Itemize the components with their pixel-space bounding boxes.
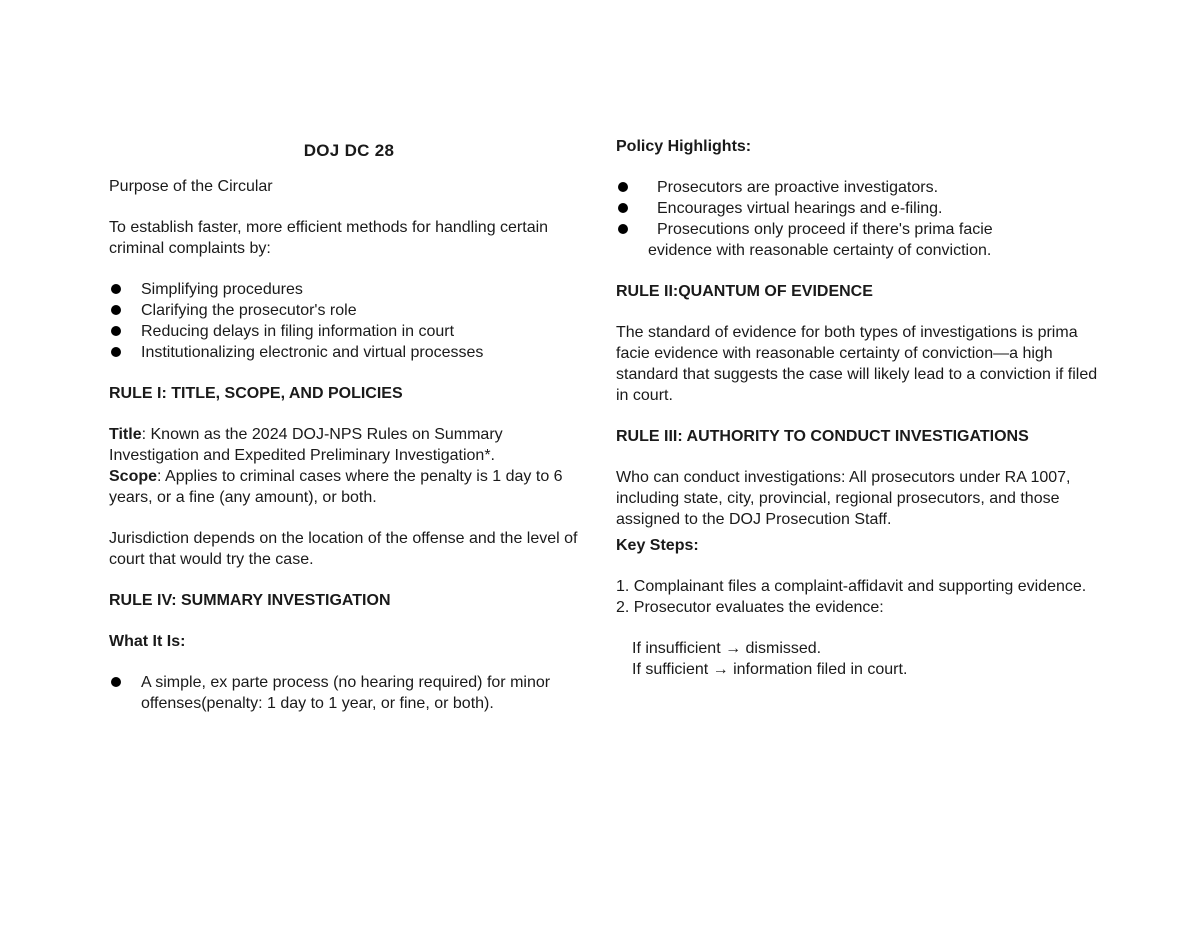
step-1: 1. Complainant files a complaint-affidavit and supporting evidence. xyxy=(616,578,1087,595)
list-item: Simplifying procedures xyxy=(109,279,589,300)
what-it-is-heading: What It Is: xyxy=(109,633,186,650)
title-text: : Known as the 2024 DOJ-NPS Rules on Summary Investigation and Expedited Preliminary Investigation*. xyxy=(109,426,503,464)
rule-4-heading: RULE IV: SUMMARY INVESTIGATION xyxy=(109,592,391,609)
jurisdiction-paragraph: Jurisdiction depends on the location of the offense and the level of court that would try the case. xyxy=(109,530,578,568)
list-item: A simple, ex parte process (no hearing required) for minor offenses(penalty: 1 day to 1 year, or fine, or both). xyxy=(109,672,589,714)
what-it-is-list xyxy=(109,672,589,714)
title-label: Title xyxy=(109,426,142,443)
rule-2-heading: RULE II:QUANTUM OF EVIDENCE xyxy=(616,283,873,300)
document-title: DOJ DC 28 xyxy=(303,141,395,160)
list-item: Clarifying the prosecutor's role xyxy=(109,300,589,321)
bullet-icon xyxy=(111,677,121,687)
list-item: Encourages virtual hearings and e-filing. xyxy=(616,198,1106,219)
list-item: Institutionalizing electronic and virtual processes xyxy=(109,342,589,363)
outcome-sufficient: If sufficient → information filed in court. xyxy=(632,661,908,678)
outcome-insufficient: If insufficient → dismissed. xyxy=(632,640,822,657)
title-paragraph xyxy=(109,424,589,466)
bullet-icon xyxy=(618,182,628,192)
purpose-intro: To establish faster, more efficient methods for handling certain criminal complaints by: xyxy=(109,219,549,257)
list-item: Prosecutions only proceed if there's prima facie evidence with reasonable certainty of conviction. xyxy=(616,219,1106,261)
bullet-icon xyxy=(618,203,628,213)
key-steps-heading: Key Steps: xyxy=(616,537,699,554)
purpose-heading: Purpose of the Circular xyxy=(109,178,273,195)
goals-list xyxy=(109,279,589,363)
policy-highlights-heading: Policy Highlights: xyxy=(616,138,752,155)
rule-3-paragraph: Who can conduct investigations: All prosecutors under RA 1007, including state, city, provincial, regional prosecutors, and those assigned to the DOJ Prosecution Staff. xyxy=(616,469,1071,528)
bullet-icon xyxy=(111,347,121,357)
bullet-icon xyxy=(111,305,121,315)
left-column xyxy=(109,136,589,714)
list-item: Reducing delays in filing information in court xyxy=(109,321,589,342)
rule-3-heading: RULE III: AUTHORITY TO CONDUCT INVESTIGATIONS xyxy=(616,428,1029,445)
rule-2-paragraph: The standard of evidence for both types of investigations is prima facie evidence with reasonable certainty of conviction—a high standard that suggests the case will likely lead to a conviction if filed in court. xyxy=(616,324,1098,404)
list-item: Prosecutors are proactive investigators. xyxy=(616,177,1106,198)
step-2: 2. Prosecutor evaluates the evidence: xyxy=(616,599,884,616)
rule-1-heading: RULE I: TITLE, SCOPE, AND POLICIES xyxy=(109,385,403,402)
bullet-icon xyxy=(618,224,628,234)
bullet-icon xyxy=(111,284,121,294)
right-column xyxy=(616,136,1106,680)
scope-text: : Applies to criminal cases where the penalty is 1 day to 6 years, or a fine (any amount), or both. xyxy=(109,468,563,506)
scope-label: Scope xyxy=(109,468,158,485)
scope-paragraph xyxy=(109,466,589,508)
bullet-icon xyxy=(111,326,121,336)
policy-list xyxy=(616,177,1106,261)
